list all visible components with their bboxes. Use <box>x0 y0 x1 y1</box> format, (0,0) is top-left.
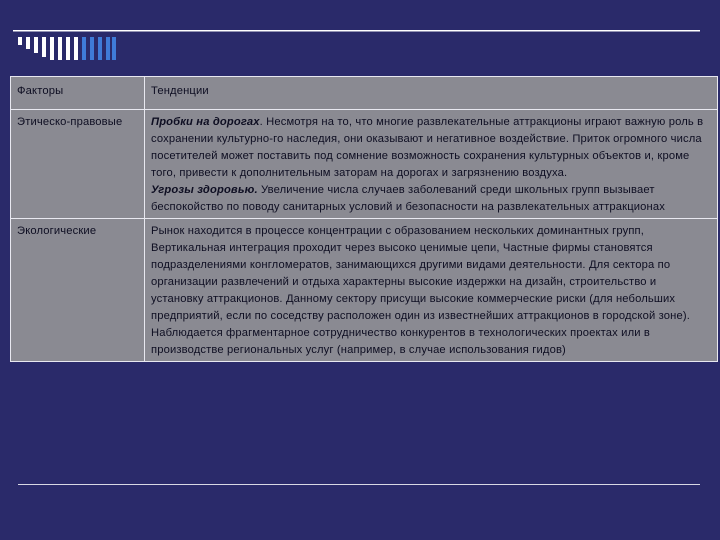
text-health: Увеличение числа случаев заболеваний среди школьных групп вызывает беспокойство по поводу санитарных условий и безопасности на развлекательных аттракционах <box>151 184 665 213</box>
table-row-ethics-legal <box>11 110 718 219</box>
header-factors: Факторы <box>11 77 145 110</box>
lead-health: Угрозы здоровью. <box>151 184 258 196</box>
trends-cell: Рынок находится в процессе концентрации с образованием нескольких доминантных групп, Вертикальная интеграция проходит через высоко ценимые цепи, Частные фирмы становятся подразделениями конгломератов, занимающихся другими видами деятельности. Для сектора по организации развлечений и отдыха характерны высокие издержки на дизайн, строительство и установку аттракционов. Данному сектору присущи высокие коммерческие риски (для небольших предприятий, если по соседству расположен один из известнейших аттракционов в городской зоне). Наблюдается фрагментарное сотрудничество конкурентов в технологических проектах или в производстве региональных услуг (например, в случае использования гидов) <box>145 219 718 362</box>
paragraph-traffic <box>151 114 712 182</box>
paragraph-health <box>151 182 712 216</box>
table-header-row <box>11 77 718 110</box>
deco-white-bars <box>18 37 78 60</box>
lead-traffic: Пробки на дорогах <box>151 116 260 128</box>
trends-cell <box>145 110 718 219</box>
factor-cell: Этическо-правовые <box>11 110 145 219</box>
decorative-header-bars <box>0 0 720 60</box>
factors-table <box>10 76 718 362</box>
factors-table-container <box>10 76 718 362</box>
factor-cell: Экологические <box>11 219 145 362</box>
footer-rule <box>18 484 700 485</box>
deco-blue-bars <box>82 37 116 60</box>
text-traffic: . Несмотря на то, что многие развлекательные аттракционы играют важную роль в сохранении культурно-го наследия, они оказывают и негативное воздействие. Приток огромного числа посетителей может поставить под сомнение возможность сохранения культурных объектов и, кроме того, привести к дополнительным заторам на дорогах и загрязнению воздуха. <box>151 116 704 179</box>
deco-top-rule <box>13 30 700 32</box>
header-trends: Тенденции <box>145 77 718 110</box>
table-row-ecological <box>11 219 718 362</box>
